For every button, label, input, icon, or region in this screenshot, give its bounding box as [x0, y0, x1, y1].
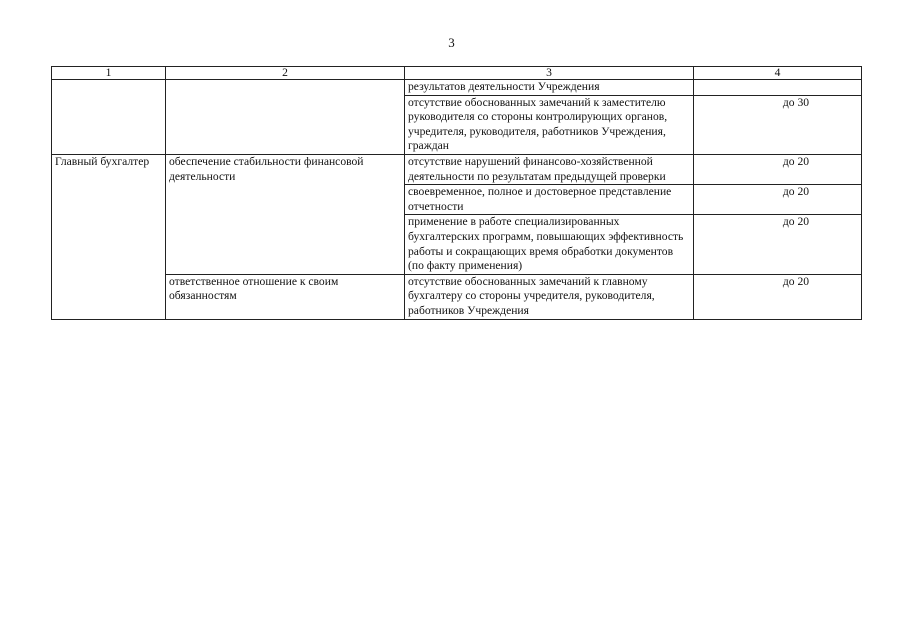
column-header-2: 2	[166, 67, 405, 80]
column-header-4: 4	[694, 67, 862, 80]
criterion-cell: своевременное, полное и достоверное представление отчетности	[405, 185, 694, 215]
indicator-cell: обеспечение стабильности финансовой деятельности	[166, 154, 405, 274]
table-row	[52, 80, 862, 96]
points-cell	[694, 215, 862, 274]
table-header-row	[52, 67, 862, 80]
criterion-cell: результатов деятельности Учреждения	[405, 80, 694, 96]
points-value: до 20	[782, 185, 810, 199]
points-value: до 30	[782, 95, 810, 109]
points-value: до 20	[782, 154, 810, 168]
points-cell	[694, 274, 862, 319]
position-cell: Главный бухгалтер	[52, 154, 166, 319]
indicator-cell-empty	[166, 80, 405, 155]
table-row	[52, 274, 862, 319]
points-value: до 20	[782, 215, 810, 229]
position-cell-empty	[52, 80, 166, 155]
criterion-cell: отсутствие нарушений финансово-хозяйственной деятельности по результатам предыдущей проверки	[405, 154, 694, 184]
points-value: до 20	[782, 274, 810, 288]
points-cell	[694, 154, 862, 184]
table-row	[52, 154, 862, 184]
indicator-cell: ответственное отношение к своим обязанностям	[166, 274, 405, 319]
column-header-1: 1	[52, 67, 166, 80]
criterion-cell: отсутствие обоснованных замечаний к главному бухгалтеру со стороны учредителя, руководителя, работников Учреждения	[405, 274, 694, 319]
points-cell	[694, 185, 862, 215]
criterion-cell: применение в работе специализированных бухгалтерских программ, повышающих эффективность работы и сокращающих время обработки документов (по факту применения)	[405, 215, 694, 274]
points-cell	[694, 95, 862, 154]
points-cell-empty	[694, 80, 862, 96]
page-number: 3	[448, 35, 455, 50]
criteria-table	[51, 66, 862, 320]
column-header-3: 3	[405, 67, 694, 80]
criterion-cell: отсутствие обоснованных замечаний к заместителю руководителя со стороны контролирующих органов, учредителя, руководителя, работников Учреждения, граждан	[405, 95, 694, 154]
